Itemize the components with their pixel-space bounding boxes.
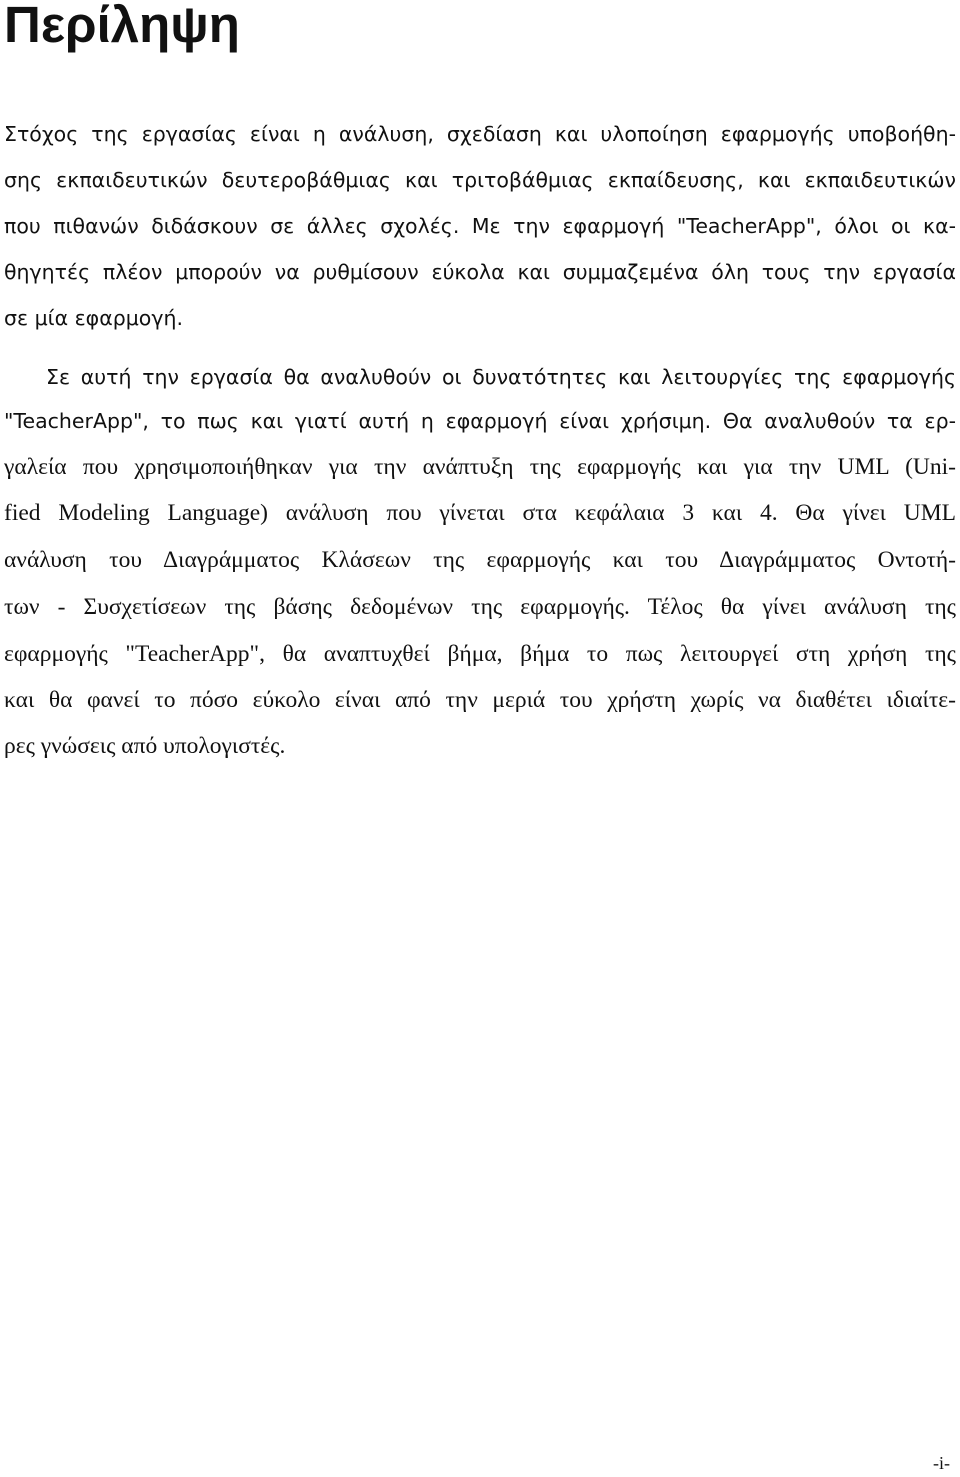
paragraph-2-line-8: και θα φανεί το πόσο εύκολο είναι από την μεριά του χρήστη χωρίς να διαθέτει ιδιαίτε- [4, 687, 956, 713]
paragraph-1-line-4: θηγητές πλέον μπορούν να ρυθμίσουν εύκολα και συμμαζεμένα όλη τους την εργασία [4, 260, 956, 284]
paragraph-2-line-9: ρες γνώσεις από υπολογιστές. [4, 733, 286, 759]
paragraph-1-line-1: Στόχος της εργασίας είναι η ανάλυση, σχεδίαση και υλοποίηση εφαρμογής υποβοήθη- [4, 122, 956, 146]
paragraph-1-line-5: σε μία εφαρμογή. [4, 306, 183, 330]
page-title: Περίληψη [4, 0, 240, 53]
paragraph-2-line-6: των - Συσχετίσεων της βάσης δεδομένων της εφαρμογής. Τέλος θα γίνει ανάλυση της [4, 594, 956, 620]
paragraph-1-line-2: σης εκπαιδευτικών δευτεροβάθμιας και τριτοβάθμιας εκπαίδευσης, και εκπαιδευτικών [4, 168, 956, 192]
paragraph-2-line-3: γαλεία που χρησιμοποιήθηκαν για την ανάπτυξη της εφαρμογής και για την UML (Uni- [4, 454, 956, 480]
paragraph-2-line-7: εφαρμογής "TeacherApp", θα αναπτυχθεί βήμα, βήμα το πως λειτουργεί στη χρήση της [4, 641, 956, 667]
page-number: -i- [933, 1453, 950, 1473]
paragraph-2-line-4: fied Modeling Language) ανάλυση που γίνεται στα κεφάλαια 3 και 4. Θα γίνει UML [4, 500, 956, 526]
paragraph-2-line-5: ανάλυση του Διαγράμματος Κλάσεων της εφαρμογής και του Διαγράμματος Οντοτή- [4, 547, 956, 573]
paragraph-2-line-2: "TeacherApp", το πως και γιατί αυτή η εφαρμογή είναι χρήσιμη. Θα αναλυθούν τα ερ- [4, 409, 956, 433]
paragraph-2-line-1: Σε αυτή την εργασία θα αναλυθούν οι δυνατότητες και λειτουργίες της εφαρμογής [46, 365, 956, 389]
paragraph-1-line-3: που πιθανών διδάσκουν σε άλλες σχολές. Με την εφαρμογή "TeacherApp", όλοι οι κα- [4, 214, 956, 238]
